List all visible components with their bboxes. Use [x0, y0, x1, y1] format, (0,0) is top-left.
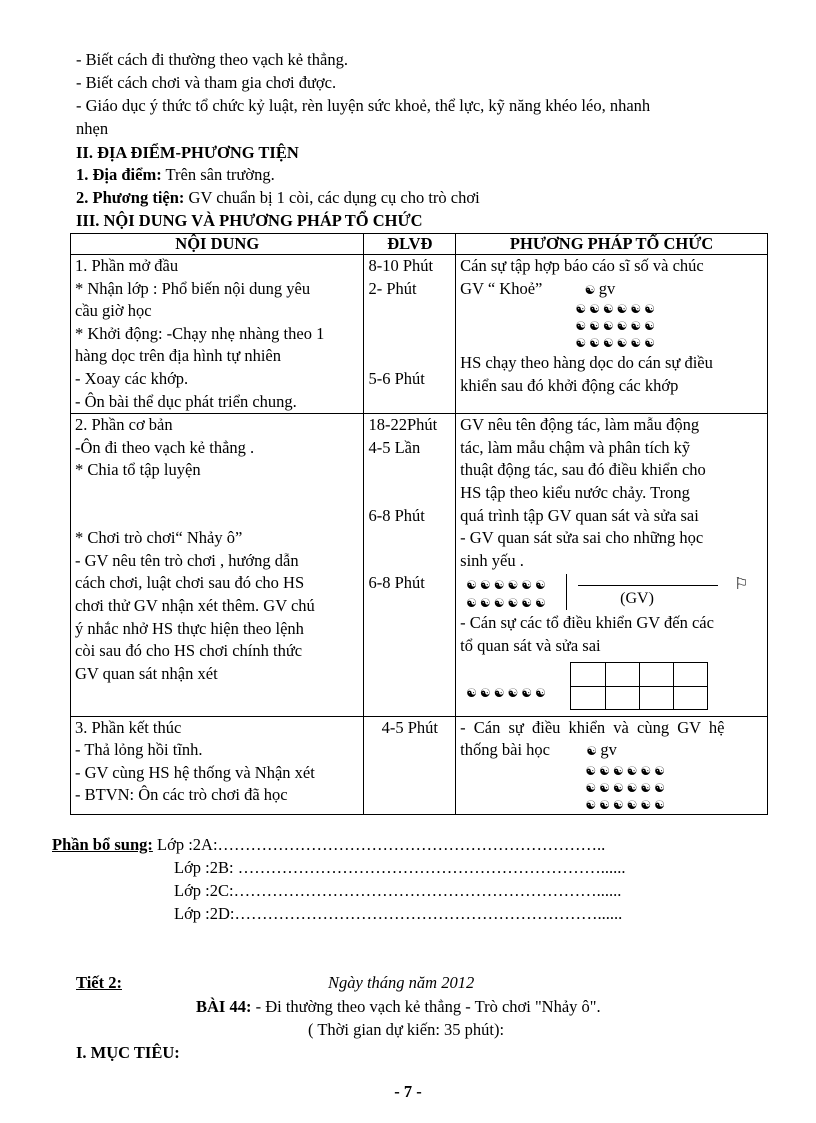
row2-content-line: * Chơi trò chơi“ Nhảy ô”: [75, 528, 243, 548]
table-header-row: [71, 234, 768, 255]
row1-content-line: * Nhận lớp : Phổ biến nội dung yêu: [75, 278, 311, 298]
row1-method-line: HS chạy theo hàng dọc do cán sự điều: [460, 353, 713, 373]
row2-content-line: -Ôn đi theo vạch kẻ thẳng .: [75, 437, 255, 457]
student-row-icon: ☯☯☯☯☯☯: [466, 685, 549, 700]
row1-content-line: - Ôn bài thể dục phát triển chung.: [75, 391, 297, 411]
row2-method-line: GV nêu tên động tác, làm mẫu động: [460, 415, 700, 435]
row2-content-line: cách chơi, luật chơi sau đó cho HS: [75, 573, 305, 593]
period-label: Tiết 2:: [76, 973, 122, 992]
section-2-heading: II. ĐỊA ĐIỂM-PHƯƠNG TIỆN: [76, 143, 299, 162]
row2-method-line: - GV quan sát sửa sai cho những học: [460, 528, 704, 548]
row1-method-line: khiển sau đó khởi động các khớp: [460, 375, 679, 395]
objective-line-3: - Giáo dục ý thức tổ chức kỷ luật, rèn luyện sức khoẻ, thể lực, kỹ năng khéo léo, nhanh: [76, 96, 651, 115]
row2-time-line: 6-8 Phút: [368, 573, 425, 593]
row2-content-line: 2. Phần cơ bản: [75, 415, 173, 435]
place-line: [76, 164, 275, 186]
lesson-plan-table: [70, 233, 768, 815]
table-row: [71, 255, 768, 414]
row3-content-line: - GV cùng HS hệ thống và Nhận xét: [75, 762, 315, 782]
lesson-title: [196, 996, 601, 1018]
supplement-class-2c: Lớp :2C:…………………………………………………………......: [174, 881, 622, 900]
row1-content-line: - Xoay các khớp.: [75, 368, 189, 388]
row2-method-line: sinh yếu .: [460, 550, 524, 570]
equipment-label: 2. Phương tiện:: [76, 188, 185, 207]
row2-time-line: 18-22Phút: [368, 415, 438, 435]
header-load: ĐLVĐ: [364, 234, 456, 255]
row2-time-line: [368, 527, 451, 550]
walking-line: [578, 585, 718, 586]
supplement-class-2d: Lớp :2D:…………………………………………………………......: [174, 904, 623, 923]
row1-method-line: [460, 278, 763, 302]
lesson-label: BÀI 44:: [196, 997, 252, 1016]
row1-time-line: 2- Phút: [368, 278, 417, 298]
row1-method-gv-greeting: GV “ Khoẻ”: [460, 278, 543, 298]
student-formation-icon: ☯☯☯☯☯☯ ☯☯☯☯☯☯ ☯☯☯☯☯☯: [575, 302, 658, 351]
row2-content-line: còi sau đó cho HS chơi chính thức: [75, 641, 303, 661]
row3-content: [71, 716, 364, 814]
objective-line-1: - Biết cách đi thường theo vạch kẻ thẳng.: [76, 50, 348, 69]
gv-label: gv: [600, 740, 617, 760]
lesson-date: Ngày tháng năm 2012: [328, 973, 475, 992]
hopscotch-diagram: [460, 658, 763, 716]
row2-method-line: thuật động tác, sau đó điều khiển cho: [460, 460, 706, 480]
row1-content-line: cầu giờ học: [75, 301, 152, 321]
table-row: [71, 716, 768, 814]
hopscotch-grid: [570, 662, 708, 710]
student-formation-icon: ☯☯☯☯☯☯ ☯☯☯☯☯☯ ☯☯☯☯☯☯: [585, 763, 668, 812]
row2-time-line: 4-5 Lần: [368, 437, 421, 457]
objective-line-2: - Biết cách chơi và tham gia chơi được.: [76, 73, 337, 92]
flag-icon: ⚐: [734, 576, 749, 594]
row2-content-line: ý nhắc nhở HS thực hiện theo lệnh: [75, 618, 304, 638]
lesson-duration: ( Thời gian dự kiến: 35 phút):: [308, 1020, 505, 1039]
row3-content-line: 3. Phần kết thúc: [75, 717, 182, 737]
row1-method-line: Cán sự tập hợp báo cáo sĩ số và chúc: [460, 256, 704, 275]
row2-content: [71, 414, 364, 716]
supplement-line-1: [52, 834, 605, 856]
row1-time-line: [368, 300, 451, 323]
header-method: PHƯƠNG PHÁP TỔ CHỨC: [456, 234, 768, 255]
row1-time-line: 8-10 Phút: [368, 256, 434, 275]
row2-time-line: [368, 482, 451, 505]
row2-method: [456, 414, 768, 716]
row1-content: [71, 255, 364, 414]
header-content: NỘI DUNG: [71, 234, 364, 255]
place-value: Trên sân trường.: [161, 165, 275, 184]
row3-method: [456, 716, 768, 814]
row3-content-line: - Thả lỏng hồi tĩnh.: [75, 740, 203, 760]
row3-method-line: - Cán sự điều khiển và cùng GV hệ: [460, 717, 725, 737]
objective-heading: I. MỤC TIÊU:: [76, 1043, 180, 1062]
place-label: 1. Địa điểm:: [76, 165, 162, 184]
student-row-icon: ☯☯☯☯☯☯: [466, 596, 549, 611]
row1-time-line: [368, 345, 451, 368]
row2-content-line: [75, 482, 359, 505]
walking-line-diagram: [460, 572, 763, 612]
row2-content-line: chơi thử GV nhận xét thêm. GV chú: [75, 595, 315, 615]
section-3-heading: III. NỘI DUNG VÀ PHƯƠNG PHÁP TỔ CHỨC: [76, 211, 423, 230]
row2-content-line: GV quan sát nhận xét: [75, 663, 218, 683]
equipment-line: [76, 187, 480, 209]
supplement-label: Phần bổ sung:: [52, 835, 153, 854]
lesson-title-text: - Đi thường theo vạch kẻ thẳng - Trò chơi "Nhảy ô".: [251, 997, 601, 1016]
row1-content-line: 1. Phần mở đầu: [75, 256, 179, 275]
row1-content-line: hàng dọc trên địa hình tự nhiên: [75, 346, 281, 366]
page-number: - 7 -: [394, 1082, 422, 1101]
row2-method-line: tác, làm mẫu chậm và phân tích kỹ: [460, 437, 691, 457]
teacher-figure-icon: ☯: [586, 744, 598, 759]
row2-method-line: HS tập theo kiểu nước chảy. Trong: [460, 482, 690, 502]
row3-content-line: - BTVN: Ôn các trò chơi đã học: [75, 785, 288, 805]
gv-diagram-label: (GV): [620, 590, 654, 608]
row2-time-line: [368, 459, 451, 482]
row1-time: [364, 255, 456, 414]
table-row: [71, 414, 768, 716]
row3-time: [364, 716, 456, 814]
gv-label: gv: [598, 278, 616, 298]
row3-method-text: thống bài học: [460, 740, 550, 760]
teacher-figure-icon: ☯: [584, 282, 596, 297]
row2-time-line: 6-8 Phút: [368, 505, 425, 525]
row1-time-line: [368, 323, 451, 346]
supplement-class-2a: Lớp :2A:……………………………………………………………..: [152, 835, 606, 854]
equipment-value: GV chuẩn bị 1 còi, các dụng cụ cho trò chơi: [184, 188, 480, 207]
row2-content-line: [75, 505, 359, 528]
row2-method-line: quá trình tập GV quan sát và sửa sai: [460, 505, 699, 525]
row2-time-line: [368, 550, 451, 573]
supplement-class-2b: Lớp :2B: …………………………………………………………......: [174, 858, 626, 877]
row2-method-line: tổ quan sát và sửa sai: [460, 635, 601, 655]
row2-method-line: - Cán sự các tổ điều khiển GV đến các: [460, 613, 714, 633]
start-line: [566, 574, 567, 610]
row3-time-line: 4-5 Phút: [381, 717, 439, 737]
row2-content-line: * Chia tổ tập luyện: [75, 460, 201, 480]
row1-time-line: 5-6 Phút: [368, 368, 425, 388]
row2-time: [364, 414, 456, 716]
student-row-icon: ☯☯☯☯☯☯: [466, 578, 549, 593]
row1-content-line: * Khởi động: -Chạy nhẹ nhàng theo 1: [75, 323, 325, 343]
row2-content-line: - GV nêu tên trò chơi , hướng dẫn: [75, 550, 299, 570]
row3-method-line: [460, 739, 763, 763]
objective-line-4: nhẹn: [76, 119, 109, 138]
row1-method: [456, 255, 768, 414]
